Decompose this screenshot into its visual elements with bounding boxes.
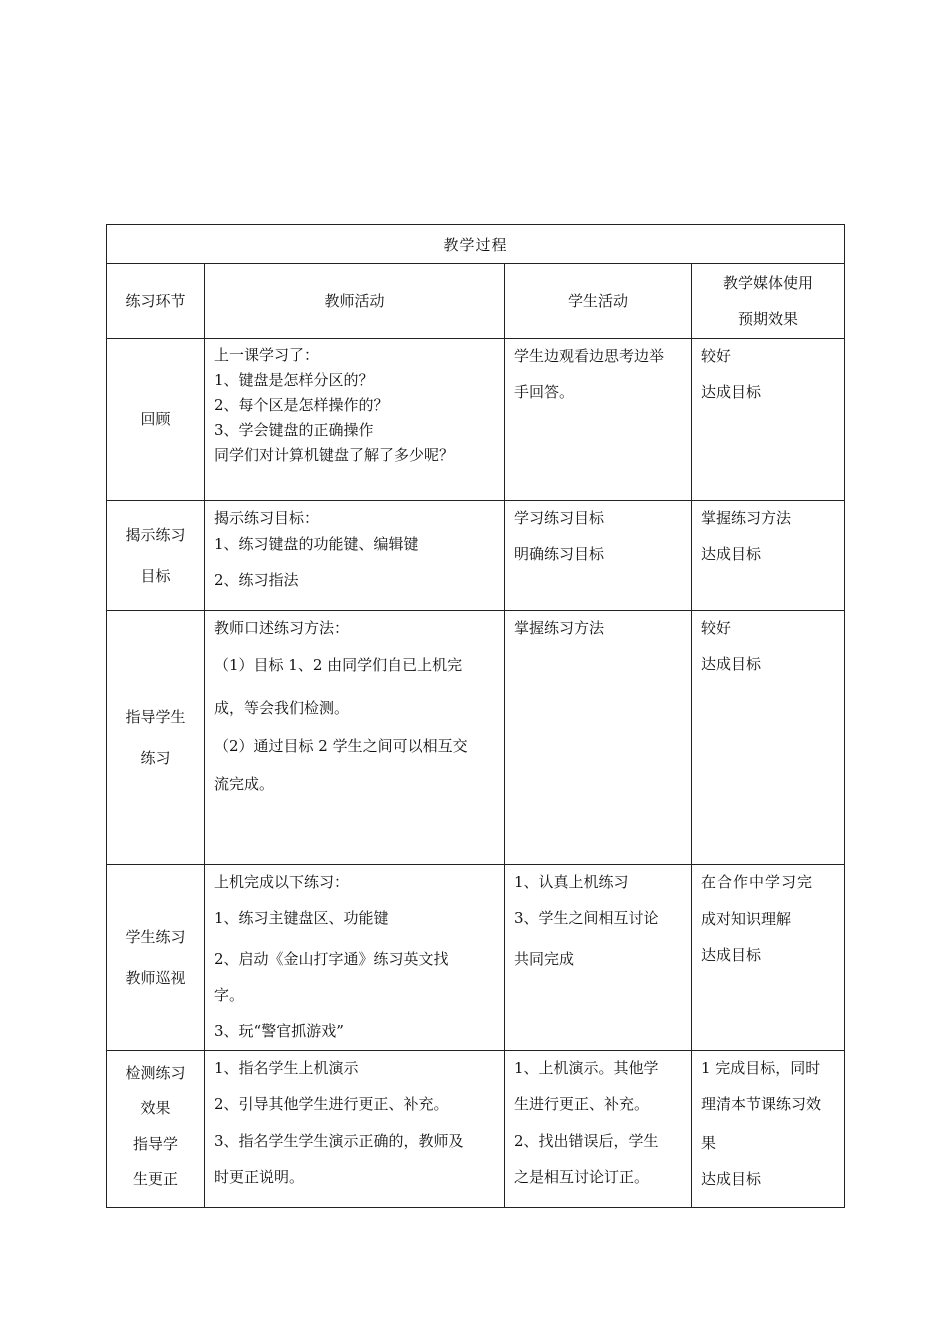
teacher-line: 教师口述练习方法： [214,619,350,637]
stage-label: 指导学 [132,1135,178,1153]
header-student [505,264,692,339]
stage-label: 揭示练习 [125,525,186,544]
stage-label: 生更正 [132,1170,178,1188]
header-student-label: 学生活动 [567,292,628,310]
teacher-line: 揭示练习目标： [214,509,320,527]
header-media-label-2: 预期效果 [738,310,799,328]
student-cell [505,501,692,611]
stage-label: 回顾 [140,410,171,428]
stage-cell [107,865,205,1051]
table-row [107,339,845,501]
student-line: 手回答。 [514,383,575,401]
teacher-line: 2、引导其他学生进行更正、补充。 [214,1095,449,1113]
stage-cell [107,1051,205,1208]
table-title: 教学过程 [107,225,845,264]
teacher-line: 1、键盘是怎样分区的？ [214,371,374,389]
student-cell [505,339,692,501]
media-line: 较好 [701,347,732,365]
table-row [107,611,845,865]
student-line: 掌握练习方法 [514,619,605,637]
student-line: 明确练习目标 [514,545,605,563]
teacher-line: 3、玩“警官抓游戏” [214,1022,344,1040]
teacher-line: 上一课学习了： [214,346,320,364]
media-line: 达成目标 [701,1170,762,1188]
teacher-cell [205,1051,505,1208]
student-line: 之是相互讨论订正。 [514,1168,650,1186]
teacher-line: 2、每个区是怎样操作的？ [214,396,389,414]
student-line: 学习练习目标 [514,509,605,527]
student-line: 3、学生之间相互讨论 [514,909,659,927]
stage-cell [107,501,205,611]
media-line: 较好 [701,619,732,637]
teacher-line: 3、指名学生学生演示正确的，教师及 [214,1132,464,1150]
header-teacher-label: 教师活动 [324,292,385,310]
media-line: 在合作中学习完 [701,873,814,891]
stage-label: 目标 [140,566,171,585]
media-line: 达成目标 [701,946,762,964]
stage-label: 检测练习 [125,1064,186,1082]
media-line: 掌握练习方法 [701,509,792,527]
header-stage-label: 练习环节 [125,292,186,310]
table-row [107,1051,845,1208]
stage-label: 练习 [140,748,171,767]
student-line: 共同完成 [514,950,575,968]
student-line: 2、找出错误后，学生 [514,1132,659,1150]
header-media [692,264,845,339]
stage-label: 学生练习 [125,927,186,946]
media-line: 理清本节课练习效 [701,1095,822,1113]
student-line: 生进行更正、补充。 [514,1095,650,1113]
teacher-line: 成，等会我们检测。 [214,699,350,717]
teacher-line: 字。 [214,986,245,1004]
teaching-process-table [106,224,845,1208]
header-stage [107,264,205,339]
student-cell [505,1051,692,1208]
stage-cell [107,339,205,501]
header-media-label-1: 教学媒体使用 [723,274,814,292]
media-cell [692,611,845,865]
teacher-cell [205,611,505,865]
teacher-cell [205,501,505,611]
teacher-line: 2、启动《金山打字通》练习英文找 [214,950,449,968]
header-teacher [205,264,505,339]
header-row [107,264,845,339]
student-line: 学生边观看边思考边举 [514,347,665,365]
media-line: 达成目标 [701,383,762,401]
table-row [107,865,845,1051]
teacher-cell [205,339,505,501]
stage-cell [107,611,205,865]
media-line: 1 完成目标，同时 [701,1059,821,1077]
student-cell [505,865,692,1051]
student-line: 1、上机演示。其他学 [514,1059,659,1077]
media-line: 成对知识理解 [701,910,792,928]
teacher-line: 流完成。 [214,775,275,793]
teacher-line: 上机完成以下练习： [214,873,350,891]
media-cell [692,501,845,611]
table-row [107,501,845,611]
stage-label: 教师巡视 [125,968,186,987]
student-line: 1、认真上机练习 [514,873,629,891]
teacher-line: （1）目标 1、2 由同学们自已上机完 [214,656,463,674]
teacher-line: 时更正说明。 [214,1168,305,1186]
media-cell [692,339,845,501]
media-cell [692,1051,845,1208]
stage-label: 效果 [140,1099,171,1117]
media-line: 达成目标 [701,655,762,673]
teacher-line: 1、指名学生上机演示 [214,1059,359,1077]
teacher-cell [205,865,505,1051]
student-cell [505,611,692,865]
media-line: 果 [701,1134,717,1152]
teacher-line: 1、练习键盘的功能键、编辑键 [214,535,419,553]
teacher-line: 1、练习主键盘区、功能键 [214,909,389,927]
media-line: 达成目标 [701,545,762,563]
teacher-line: 3、学会键盘的正确操作 [214,421,374,439]
media-cell [692,865,845,1051]
teacher-line: （2）通过目标 2 学生之间可以相互交 [214,737,468,755]
stage-label: 指导学生 [125,707,186,726]
teacher-line: 同学们对计算机键盘了解了多少呢？ [214,446,455,464]
teacher-line: 2、练习指法 [214,571,299,589]
